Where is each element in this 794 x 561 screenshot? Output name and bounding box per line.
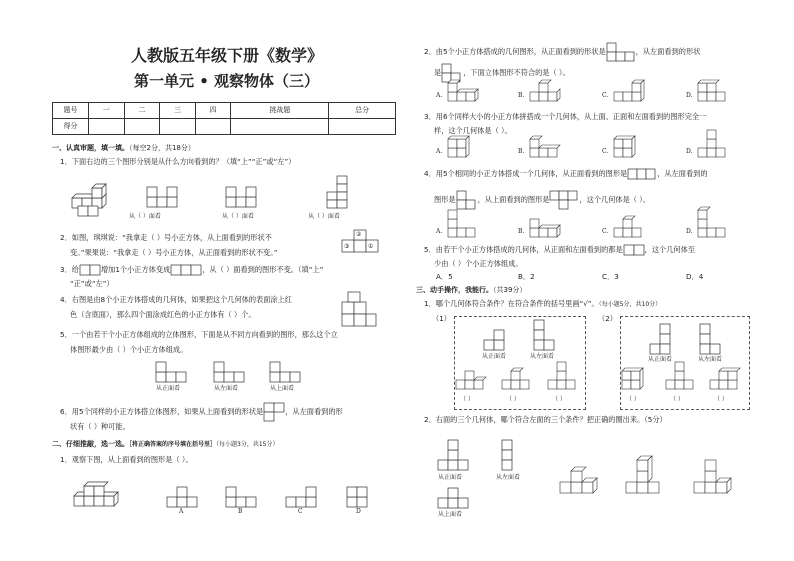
s1-q6-shape bbox=[263, 402, 285, 422]
s3-box2-answer-2[interactable]: （ ） bbox=[670, 396, 684, 403]
s1-q1-caption-a: 从（ ）面看 bbox=[129, 213, 161, 220]
s2-q4-option-c[interactable]: C. bbox=[602, 228, 609, 235]
s3-box2-choice-3 bbox=[710, 364, 746, 392]
s3-q2-text: 2．右面的三个几何体，哪个符合左面的三个条件？把正确的圈出来。（5分） bbox=[424, 415, 667, 424]
score-header-cell: 三 bbox=[160, 103, 196, 119]
s3-box1-caption-front: 从正面看 bbox=[482, 353, 507, 360]
s1-q2-text-1: 2．如图，琪琪说：“我拿走（ ）号小正方体，从上面看到的形状不 bbox=[60, 233, 272, 242]
s2-q2-front-shape bbox=[606, 42, 636, 62]
s3-box1-answer-2[interactable]: （ ） bbox=[506, 396, 520, 403]
s2-q2-option-a[interactable]: A. bbox=[436, 92, 443, 99]
score-cell[interactable] bbox=[124, 119, 160, 135]
s2-q4-option-d-figure bbox=[698, 208, 734, 240]
s1-q1-view-b bbox=[226, 187, 260, 207]
s3-box2-label: （2） bbox=[598, 314, 617, 323]
s2-q3-option-b[interactable]: B. bbox=[518, 148, 525, 155]
s1-q4-text-2: 色（含底面），那么四个面涂成红色的小正方体有（ ）个。 bbox=[70, 310, 256, 319]
score-header-cell: 题号 bbox=[53, 103, 89, 119]
s2-q3-option-a-figure bbox=[448, 134, 484, 160]
s1-q5-view-left bbox=[214, 362, 248, 382]
s2-q3-option-a[interactable]: A. bbox=[436, 148, 443, 155]
s1-q5-caption-top: 从上面看 bbox=[270, 385, 295, 392]
s2-q1-option-a-figure bbox=[167, 487, 201, 507]
s1-q3-text-2: “正”或“左”） bbox=[70, 279, 114, 288]
s2-q5-option-b[interactable]: B．2 bbox=[518, 272, 535, 281]
s3-box2-left-view bbox=[700, 324, 724, 354]
s3-q2-choice-2[interactable] bbox=[626, 456, 672, 498]
section3-heading: 三、动手操作，我能行。（共39分） bbox=[416, 286, 527, 294]
s3-box1-label: （1） bbox=[432, 314, 451, 323]
s1-q6-text-1: 6．用5个同样的小正方体搭立体图形，如果从上面看到的形状是 ，从左面看到的形 bbox=[60, 402, 343, 422]
s2-q3-option-b-figure bbox=[530, 134, 566, 160]
s2-q1-option-d[interactable]: D bbox=[356, 508, 361, 515]
s3-q2-top-view bbox=[438, 488, 472, 508]
s2-q4-option-c-figure bbox=[614, 210, 650, 240]
s2-q3-option-c[interactable]: C. bbox=[602, 148, 609, 155]
s3-q2-choice-3[interactable] bbox=[694, 458, 740, 498]
s2-q2-option-c-figure bbox=[614, 80, 650, 104]
s3-q2-front-view bbox=[438, 440, 472, 470]
s2-q4-text-2: 图形是 ，从上面看到的图形是 ，这个几何体是（ ）。 bbox=[434, 190, 650, 210]
s1-q1-caption-c: 从（ ）面看 bbox=[308, 213, 340, 220]
score-cell[interactable] bbox=[160, 119, 196, 135]
s3-q2-choice-1[interactable] bbox=[560, 462, 606, 498]
s1-q1-3d-figure bbox=[72, 186, 122, 218]
s1-q2-label-1: ① bbox=[368, 243, 374, 250]
s1-q1-view-c bbox=[327, 176, 351, 210]
s2-q4-front-shape bbox=[627, 168, 657, 180]
s3-box2-caption-left: 从左面看 bbox=[698, 356, 723, 363]
s1-q6-text-2: 状有（ ）种可能。 bbox=[70, 422, 130, 431]
s2-q5-option-a[interactable]: A．5 bbox=[436, 272, 453, 281]
s3-box2-front-view bbox=[650, 324, 674, 354]
s2-q2-option-c[interactable]: C. bbox=[602, 92, 609, 99]
s2-q1-option-d-figure bbox=[347, 487, 371, 507]
section2-heading: 二、仔细推敲，选一选。［将正确答案的序号填在括号里］（每小题3分，共15分） bbox=[52, 440, 279, 448]
s3-box1-front-view bbox=[484, 330, 508, 350]
s2-q1-option-b-figure bbox=[226, 487, 260, 507]
score-cell[interactable] bbox=[195, 119, 231, 135]
s3-q2-caption-top: 从上面看 bbox=[438, 511, 463, 518]
s1-q3-shape-before bbox=[79, 264, 101, 276]
s1-q3-shape-after bbox=[170, 264, 202, 276]
s2-q5-option-d[interactable]: D．4 bbox=[686, 272, 704, 281]
score-header-cell: 四 bbox=[195, 103, 231, 119]
s3-q2-left-view bbox=[502, 440, 516, 470]
s2-q1-option-c[interactable]: C bbox=[298, 508, 303, 515]
s2-q3-option-c-figure bbox=[614, 134, 650, 160]
s3-box2-choice-1 bbox=[622, 366, 658, 392]
s2-q2-text-2: 是 ，下面立体图形不符合的是（ ）。 bbox=[434, 63, 570, 83]
s3-box2-answer-3[interactable]: （ ） bbox=[714, 396, 728, 403]
s1-q5-text-2: 体图形最少由（ ）个小正方体组成。 bbox=[70, 345, 188, 354]
s1-q5-caption-front: 从正面看 bbox=[156, 385, 181, 392]
page-subtitle: 第一单元 • 观察物体（三） bbox=[134, 72, 320, 90]
s3-box2-caption-front: 从正面看 bbox=[648, 356, 673, 363]
s2-q3-option-d-figure bbox=[698, 132, 734, 160]
score-header-cell: 总分 bbox=[329, 103, 396, 119]
s1-q5-view-top bbox=[270, 362, 304, 382]
s2-q1-text: 1．观察下图，从上面看到的图形是（ ）。 bbox=[60, 455, 193, 464]
s3-q2-caption-front: 从正面看 bbox=[438, 474, 463, 481]
s1-q5-view-front bbox=[156, 362, 190, 382]
s3-box1-answer-3[interactable]: （ ） bbox=[552, 396, 566, 403]
score-header-cell: 二 bbox=[124, 103, 160, 119]
s1-q5-text-1: 5．一个由若干个小正方体组成的立体图形，下面是从不同方向看到的图形，那么这个立 bbox=[60, 330, 338, 339]
s2-q2-option-d[interactable]: D. bbox=[686, 92, 693, 99]
s2-q2-option-a-figure bbox=[448, 80, 484, 104]
s1-q2-text-2: 变。”果果说：“我拿走（ ）号小正方体，从正面看到的形状不变。” bbox=[70, 248, 278, 257]
s2-q2-option-d-figure bbox=[698, 80, 734, 104]
score-header-cell: 挑战题 bbox=[231, 103, 329, 119]
s2-q4-option-d[interactable]: D. bbox=[686, 228, 693, 235]
s1-q2-label-2: ② bbox=[356, 231, 362, 238]
s3-box1-answer-1[interactable]: （ ） bbox=[460, 396, 474, 403]
s2-q2-text-1: 2．由5个小正方体搭成的几何图形，从正面看到的形状是 ，从左面看到的形状 bbox=[424, 42, 700, 62]
s3-q2-caption-left: 从左面看 bbox=[496, 474, 521, 481]
s2-q5-option-c[interactable]: C．3 bbox=[602, 272, 619, 281]
s2-q3-text-2: 样，这个几何体是（ ）。 bbox=[434, 126, 512, 135]
s3-box1-choice-2 bbox=[502, 366, 538, 392]
s2-q3-text-1: 3．用6个同样大小的小正方体拼搭成一个几何体，从上面、正面和左面看到的图形完全一 bbox=[424, 112, 707, 121]
s2-q4-left-shape bbox=[456, 190, 478, 210]
s2-q1-option-b[interactable]: B bbox=[238, 508, 243, 515]
s2-q4-option-a[interactable]: A. bbox=[436, 228, 443, 235]
s1-q1-view-a bbox=[147, 187, 181, 207]
score-cell[interactable] bbox=[231, 119, 329, 135]
s3-box1-choice-3 bbox=[548, 362, 584, 392]
score-value-row bbox=[53, 119, 396, 135]
s3-box1-choice-1 bbox=[456, 370, 492, 392]
s2-q5-text-2: 少由（ ）个小正方体组成。 bbox=[434, 259, 523, 268]
s2-q2-option-b-figure bbox=[530, 80, 566, 104]
s1-q4-figure bbox=[340, 292, 380, 328]
s2-q2-option-b[interactable]: B. bbox=[518, 92, 525, 99]
s2-q5-text-1: 5．由若干个小正方体搭成的几何体，从正面和左面看到的都是 ，这个几何体至 bbox=[424, 245, 695, 254]
s1-q2-label-3: ③ bbox=[344, 243, 350, 250]
s3-box2-choice-2 bbox=[666, 362, 702, 392]
s1-q4-text-1: 4．右图是由8个小正方体搭成的几何体，如果把这个几何体的表面涂上红 bbox=[60, 295, 292, 304]
s3-box1-caption-left: 从左面看 bbox=[530, 353, 555, 360]
s2-q4-option-b[interactable]: B. bbox=[518, 228, 525, 235]
s1-q5-caption-left: 从左面看 bbox=[214, 385, 239, 392]
s2-q5-shape bbox=[623, 244, 645, 256]
score-header-row bbox=[53, 103, 396, 119]
s2-q1-option-a[interactable]: A bbox=[179, 508, 184, 515]
s3-box2-answer-1[interactable]: （ ） bbox=[626, 396, 640, 403]
s1-q1-caption-b: 从（ ）面看 bbox=[222, 213, 254, 220]
section1-heading: 一、认真审题，填一填。（每空2分，共18分） bbox=[52, 144, 195, 152]
page-title: 人教版五年级下册《数学》 bbox=[131, 46, 324, 65]
s2-q1-3d-figure bbox=[74, 486, 124, 514]
s3-box1-left-view bbox=[534, 320, 558, 350]
s1-q1-text: 1．下面右边的三个图形分别是从什么方向看到的？（填“上”“正”或“左”） bbox=[60, 157, 296, 166]
score-header-cell: 一 bbox=[89, 103, 125, 119]
s2-q1-option-c-figure bbox=[286, 487, 320, 507]
s2-q4-option-a-figure bbox=[448, 210, 484, 240]
s2-q4-option-b-figure bbox=[530, 210, 566, 240]
s2-q4-text-1: 4．用5个相同的小正方体搭成一个几何体，从正面看到的图形是 ，从左面看到的 bbox=[424, 169, 708, 178]
s2-q3-option-d[interactable]: D. bbox=[686, 148, 693, 155]
score-table bbox=[52, 102, 396, 135]
score-cell[interactable] bbox=[329, 119, 396, 135]
s2-q4-top-shape bbox=[549, 190, 579, 210]
score-cell[interactable] bbox=[89, 119, 125, 135]
score-row-label: 得分 bbox=[53, 119, 89, 135]
s1-q3-text-1: 3．给 增加1个小正方体变成 ，从（ ）面看到的图形不变。（填“上” bbox=[60, 265, 324, 274]
s3-q1-text: 1．哪个几何体符合条件？在符合条件的括号里画“√”。（每小题5分，共10分） bbox=[424, 299, 662, 308]
